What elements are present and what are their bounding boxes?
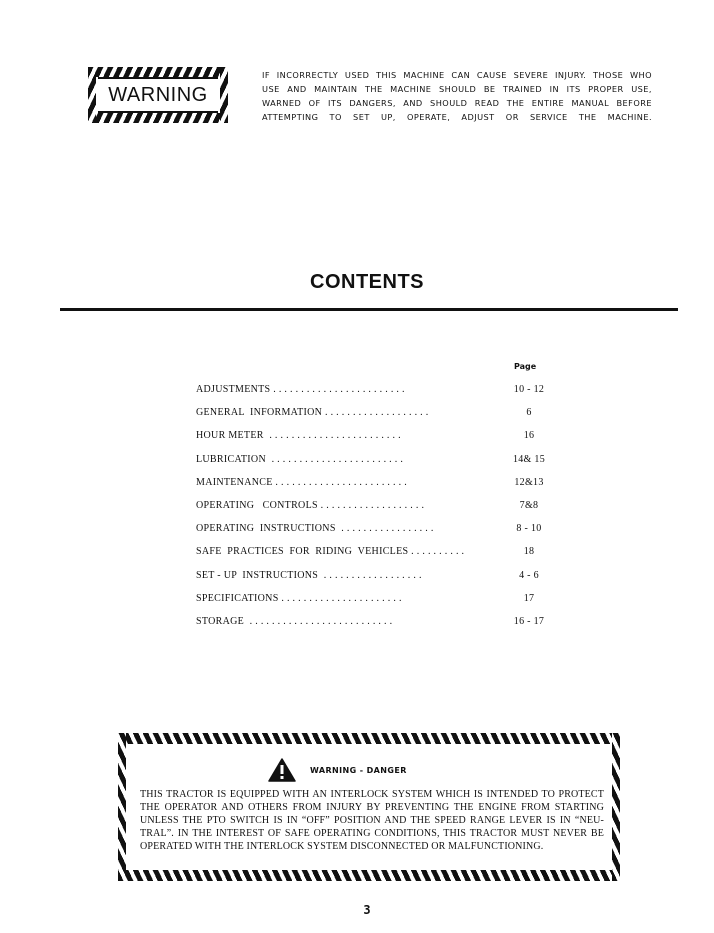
- contents-title: CONTENTS: [310, 271, 424, 293]
- warning-label: WARNING: [98, 77, 218, 113]
- warning-line: USE AND MAINTAIN THE MACHINE SHOULD BE TRAINED IN ITS PROPER USE,: [262, 84, 652, 94]
- exclamation-triangle-icon: [268, 758, 296, 782]
- danger-line: THE OPERATOR AND OTHERS FROM INJURY BY PREVENTING THE ENGINE FROM STARTING: [140, 802, 604, 813]
- toc-entry-adjustments[interactable]: [196, 384, 556, 407]
- toc-entry-label: LUBRICATION . . . . . . . . . . . . . . . . . . . . . . . .: [196, 453, 404, 465]
- toc-entry-general-information[interactable]: [196, 407, 556, 430]
- toc-entry-page: 7&8: [519, 499, 539, 511]
- hatch-border-top: [118, 733, 620, 744]
- toc-entry-label: MAINTENANCE . . . . . . . . . . . . . . . . . . . . . . . .: [196, 476, 408, 488]
- danger-paragraph: [140, 788, 604, 853]
- hatch-border-top: [88, 67, 228, 77]
- toc-entry-label: SPECIFICATIONS . . . . . . . . . . . . . . . . . . . . . .: [196, 592, 402, 604]
- table-of-contents: [196, 384, 556, 639]
- toc-entry-page: 18: [523, 546, 535, 558]
- toc-entry-label: SAFE PRACTICES FOR RIDING VEHICLES . . . . . . . . . .: [196, 546, 465, 558]
- toc-entry-page: 12&13: [514, 476, 544, 488]
- hatch-border-left: [88, 67, 96, 123]
- danger-title: WARNING - DANGER: [310, 765, 407, 775]
- toc-entry-label: ADJUSTMENTS . . . . . . . . . . . . . . . . . . . . . . . .: [196, 384, 405, 395]
- heading-rule: [60, 308, 678, 311]
- page-column-header: Page: [514, 362, 537, 371]
- toc-entry-storage[interactable]: [196, 616, 556, 639]
- warning-paragraph: [262, 68, 652, 124]
- toc-entry-operating-instructions[interactable]: [196, 523, 556, 546]
- hatch-border-bottom: [118, 870, 620, 881]
- danger-line: OPERATED WITH THE INTERLOCK SYSTEM DISCONNECTED OR MALFUNCTIONING.: [140, 841, 544, 852]
- danger-notice-content: [126, 744, 612, 870]
- warning-line: WARNED OF ITS DANGERS, AND SHOULD READ THE ENTIRE MANUAL BEFORE: [262, 98, 652, 108]
- toc-entry-label: SET - UP INSTRUCTIONS . . . . . . . . . . . . . . . . . .: [196, 569, 422, 581]
- danger-line: UNLESS THE PTO SWITCH IS IN “OFF” POSITION AND THE SPEED RANGE LEVER IS IN “NEU-: [140, 815, 604, 826]
- danger-line: TRAL”. IN THE INTEREST OF SAFE OPERATING CONDITIONS, THIS TRACTOR MUST NEVER BE: [140, 828, 604, 839]
- hatch-border-right: [612, 733, 620, 881]
- toc-entry-page: 17: [523, 592, 535, 604]
- warning-line: ATTEMPTING TO SET UP, OPERATE, ADJUST OR SERVICE THE MACHINE.: [262, 112, 652, 122]
- toc-entry-specifications[interactable]: [196, 593, 556, 616]
- danger-line: THIS TRACTOR IS EQUIPPED WITH AN INTERLOCK SYSTEM WHICH IS INTENDED TO PROTECT: [140, 789, 604, 800]
- warning-line: IF INCORRECTLY USED THIS MACHINE CAN CAUSE SEVERE INJURY. THOSE WHO: [262, 70, 652, 80]
- danger-notice-box: [118, 733, 620, 881]
- hatch-border-right: [220, 67, 228, 123]
- toc-entry-page: 6: [526, 407, 532, 419]
- toc-entry-operating-controls[interactable]: [196, 500, 556, 523]
- danger-heading: [268, 758, 407, 782]
- hatch-border-bottom: [88, 113, 228, 123]
- toc-entry-page: 10 - 12: [513, 384, 545, 395]
- toc-entry-label: STORAGE . . . . . . . . . . . . . . . . . . . . . . . . . .: [196, 615, 393, 627]
- toc-entry-page: 4 - 6: [519, 569, 539, 581]
- toc-entry-maintenance[interactable]: [196, 477, 556, 500]
- toc-entry-page: 16: [523, 430, 535, 442]
- toc-entry-lubrication[interactable]: [196, 454, 556, 477]
- toc-entry-safe-practices[interactable]: [196, 546, 556, 569]
- toc-entry-set-up-instructions[interactable]: [196, 570, 556, 593]
- toc-entry-hour-meter[interactable]: [196, 430, 556, 453]
- toc-entry-label: OPERATING CONTROLS . . . . . . . . . . . . . . . . . . .: [196, 499, 425, 511]
- warning-label-box: [88, 67, 228, 123]
- toc-entry-label: GENERAL INFORMATION . . . . . . . . . . . . . . . . . . .: [196, 407, 429, 419]
- hatch-border-left: [118, 733, 126, 881]
- toc-entry-page: 8 - 10: [516, 523, 542, 535]
- page-number: 3: [363, 903, 371, 917]
- toc-entry-label: OPERATING INSTRUCTIONS . . . . . . . . . . . . . . . . .: [196, 523, 434, 535]
- toc-entry-page: 14& 15: [512, 453, 546, 465]
- toc-entry-page: 16 - 17: [513, 615, 545, 627]
- toc-entry-label: HOUR METER . . . . . . . . . . . . . . . . . . . . . . . .: [196, 430, 401, 442]
